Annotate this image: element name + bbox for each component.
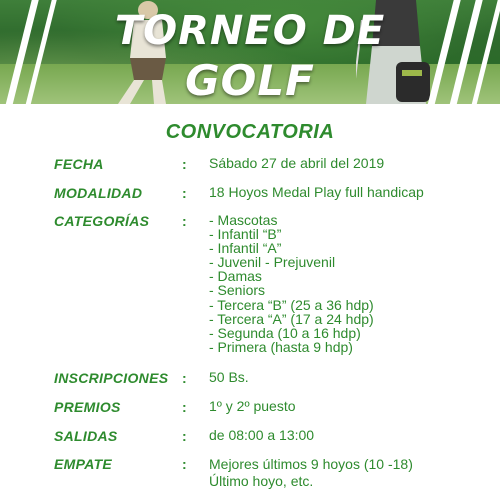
row-label: PREMIOS	[54, 399, 121, 415]
row-colon: :	[182, 456, 187, 472]
list-item: - Mascotas	[209, 212, 278, 228]
row-value: de 08:00 a 13:00	[209, 427, 315, 443]
row-label: SALIDAS	[54, 428, 118, 444]
list-item: - Juvenil - Prejuvenil	[209, 254, 336, 271]
row-label: CATEGORÍAS	[54, 213, 150, 229]
tiebreak-line: Último hoyo, etc.	[209, 473, 314, 489]
banner-title-line1: TORNEO DE	[114, 8, 386, 54]
list-item: - Damas	[209, 268, 262, 285]
list-item: - Segunda (10 a 16 hdp)	[209, 324, 361, 341]
row-value: Sábado 27 de abril del 2019	[209, 155, 385, 171]
list-item: - Tercera “B” (25 a 36 hdp)	[209, 296, 374, 313]
categories-list	[209, 213, 374, 354]
row-label: EMPATE	[54, 456, 113, 472]
tiebreak-line: Mejores últimos 9 hoyos (10 -18)	[209, 456, 413, 472]
list-item: - Infantil “B”	[209, 226, 282, 243]
row-colon: :	[182, 156, 187, 172]
row-colon: :	[182, 213, 187, 229]
page-heading: CONVOCATORIA	[165, 121, 335, 143]
row-label: INSCRIPCIONES	[54, 370, 169, 386]
row-colon: :	[182, 428, 187, 444]
list-item: - Tercera “A” (17 a 24 hdp)	[209, 310, 374, 327]
list-item: - Infantil “A”	[209, 240, 282, 257]
row-label: FECHA	[54, 156, 104, 172]
row-value: 50 Bs.	[209, 369, 249, 385]
row-value: 18 Hoyos Medal Play full handicap	[209, 184, 424, 200]
row-colon: :	[182, 370, 187, 386]
row-colon: :	[182, 185, 187, 201]
list-item: - Seniors	[209, 282, 266, 299]
list-item: - Primera (hasta 9 hdp)	[209, 338, 353, 355]
row-label: MODALIDAD	[54, 185, 143, 201]
tiebreak-lines	[209, 456, 413, 490]
row-value: 1º y 2º puesto	[209, 398, 296, 414]
row-colon: :	[182, 399, 187, 415]
header-banner	[0, 0, 500, 104]
banner-title-line2: GOLF	[185, 56, 315, 104]
